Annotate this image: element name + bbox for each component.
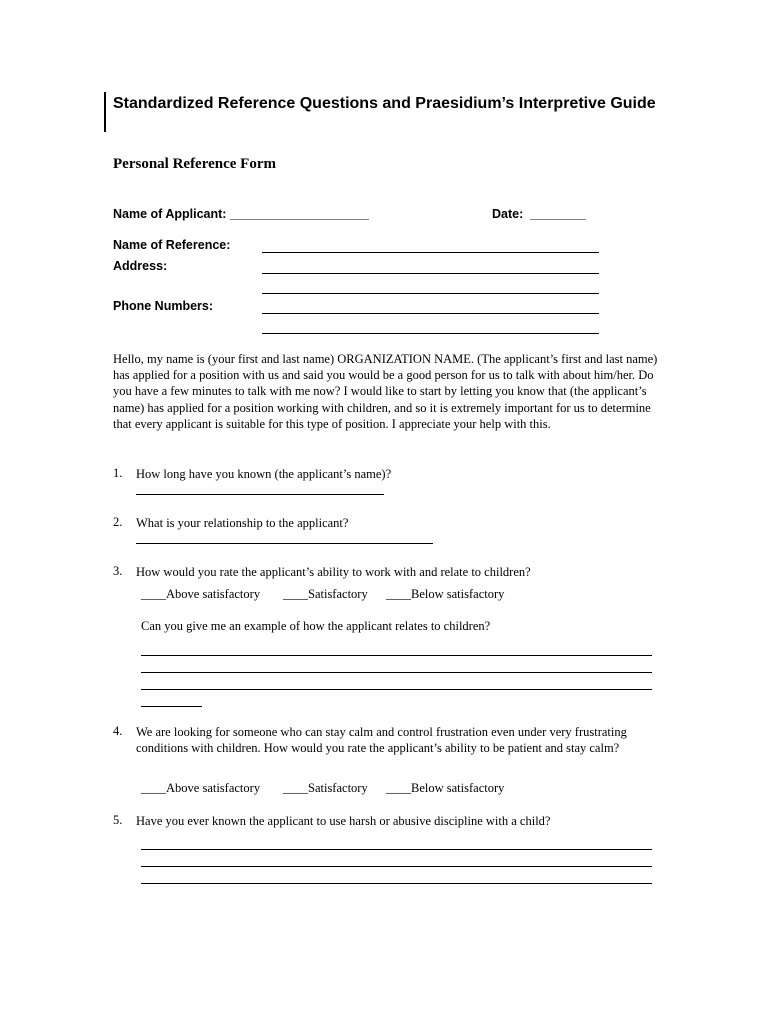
question-2-number: 2. — [113, 515, 123, 529]
q3-option-below-satisfactory[interactable]: ____Below satisfactory — [386, 587, 505, 601]
reference-name-line[interactable] — [262, 252, 599, 253]
form-subtitle: Personal Reference Form — [113, 156, 276, 172]
q4-option-satisfactory[interactable]: ____Satisfactory — [283, 781, 368, 795]
address-line-1[interactable] — [262, 273, 599, 274]
question-3-answer-line-2[interactable] — [141, 672, 652, 673]
address-line-2[interactable] — [262, 293, 599, 294]
question-5-answer-line-1[interactable] — [141, 849, 652, 850]
q4-option-above-satisfactory[interactable]: ____Above satisfactory — [141, 781, 261, 795]
question-5-answer-line-3[interactable] — [141, 883, 652, 884]
applicant-name-field[interactable]: Name of Applicant: ____________________ — [113, 207, 369, 221]
document-title: Standardized Reference Questions and Praesidium’s Interpretive Guide — [113, 95, 656, 112]
q4-option-below-satisfactory[interactable]: ____Below satisfactory — [386, 781, 505, 795]
q3-option-satisfactory[interactable]: ____Satisfactory — [283, 587, 368, 601]
question-3-answer-line-3[interactable] — [141, 689, 652, 690]
question-5-answer-line-2[interactable] — [141, 866, 652, 867]
question-3-answer-line-1[interactable] — [141, 655, 652, 656]
question-5-text: Have you ever known the applicant to use harsh or abusive discipline with a child? — [136, 814, 551, 828]
phone-line-2[interactable] — [262, 333, 599, 334]
question-1-number: 1. — [113, 466, 123, 480]
title-bar — [104, 92, 106, 132]
address-label: Address: — [113, 259, 168, 273]
question-3-answer-line-4[interactable] — [141, 706, 202, 707]
question-1-text: How long have you known (the applicant’s name)? — [136, 467, 392, 481]
phone-line-1[interactable] — [262, 313, 599, 314]
phone-label: Phone Numbers: — [113, 299, 214, 313]
question-4-text: We are looking for someone who can stay calm and control frustration even under very frustrating conditions with children. How would you rate the applicant’s ability to be patient and stay calm? — [136, 725, 627, 755]
question-1-answer-line[interactable] — [136, 494, 384, 495]
question-3-followup: Can you give me an example of how the applicant relates to children? — [141, 619, 491, 633]
question-5-number: 5. — [113, 813, 123, 827]
question-3-text: How would you rate the applicant’s ability to work with and relate to children? — [136, 565, 531, 579]
question-2-answer-line[interactable] — [136, 543, 433, 544]
question-3-number: 3. — [113, 564, 123, 578]
q3-option-above-satisfactory[interactable]: ____Above satisfactory — [141, 587, 261, 601]
question-4-number: 4. — [113, 724, 123, 738]
intro-paragraph: Hello, my name is (your first and last name) ORGANIZATION NAME. (The applicant’s first and last name) has applied for a position with us and said you would be a good person for us to talk with about him/her. Do you have a few minutes to talk with me now? I would like to start by letting you know that (the applicant’s name) has applied for a position working with children, and so it is extremely important for us to determine that every applicant is suitable for this type of position. I appreciate your help with this. — [113, 352, 658, 431]
question-2-text: What is your relationship to the applicant? — [136, 516, 349, 530]
reference-name-label: Name of Reference: — [113, 238, 231, 252]
date-field[interactable]: Date: ________ — [492, 207, 586, 221]
